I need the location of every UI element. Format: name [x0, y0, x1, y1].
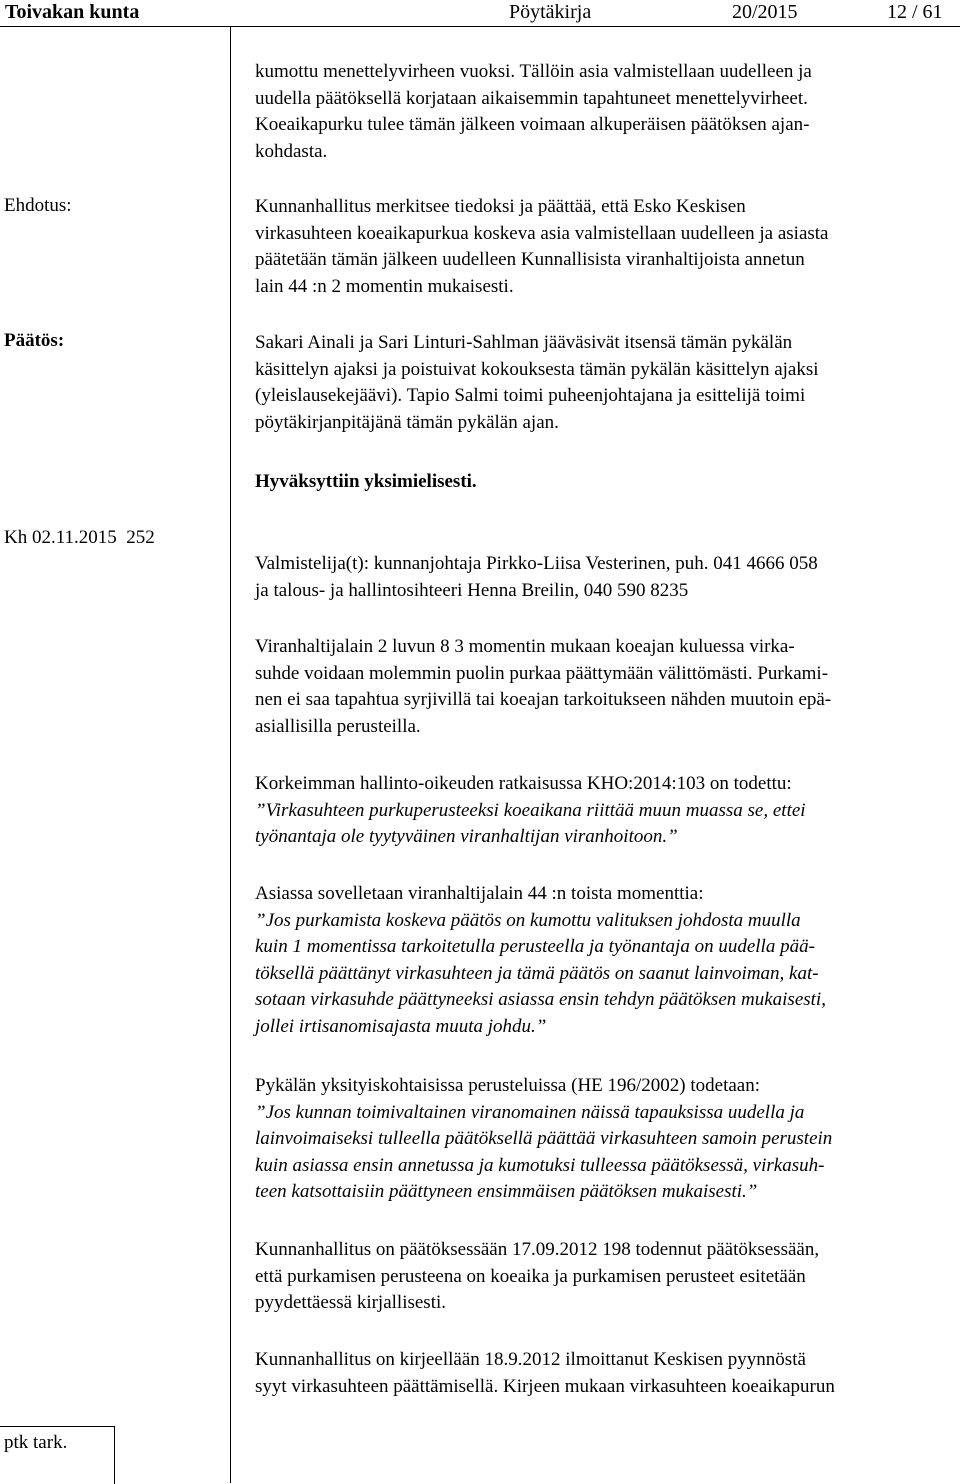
- text-line: (yleislausekejäävi). Tapio Salmi toimi puheenjohtajana ja esittelijä toimi: [255, 385, 806, 407]
- paragraph-sovelletaan: [255, 881, 960, 1041]
- text-line: Kunnanhallitus merkitsee tiedoksi ja päättää, että Esko Keskisen: [255, 196, 746, 217]
- paragraph-viranhaltijalain: [255, 634, 960, 740]
- paragraph-he: [255, 1073, 960, 1206]
- text-line: Kunnanhallitus on päätöksessään 17.09.2012 198 todennut päätöksessään,: [255, 1239, 820, 1260]
- text-line: nen ei saa tapahtua syrjivillä tai koeajan tarkoitukseen nähden muutoin epä-: [255, 689, 832, 711]
- text-line: syyt virkasuhteen päättämisellä. Kirjeen mukaan virkasuhteen koeaikapurun: [255, 1375, 835, 1397]
- text-line: pöytäkirjanpitäjänä tämän pykälän ajan.: [255, 411, 559, 433]
- label-kh-reference: Kh 02.11.2015 252: [4, 527, 155, 548]
- decision-approved: Hyväksyttiin yksimielisesti.: [255, 471, 477, 492]
- document-type: Pöytäkirja: [509, 1, 592, 23]
- paragraph-paatos: [255, 330, 960, 436]
- quote-line: lainvoimaiseksi tulleella päätöksellä päättää virkasuhteen samoin perustein: [255, 1128, 833, 1150]
- label-paatos: Päätös:: [4, 330, 65, 351]
- quote-line: ”Virkasuhteen purkuperusteeksi koeaikana riittää muun muassa se, ettei: [255, 799, 806, 821]
- text-line: Pykälän yksityiskohtaisissa perusteluissa (HE 196/2002) todetaan:: [255, 1075, 761, 1096]
- page-header: [0, 0, 960, 27]
- paragraph-kh-1892012: [255, 1347, 960, 1400]
- quote-line: sotaan virkasuhde päättyneeksi asiassa ensin tehdyn päätöksen mukaisesti,: [255, 989, 826, 1011]
- text-line: päätetään tämän jälkeen uudelleen Kunnallisista viranhaltijoista annetun: [255, 249, 805, 271]
- quote-line: työnantaja ole tyytyväinen viranhaltijan viranhoitoon.”: [255, 826, 678, 848]
- text-line: suhde voidaan molemmin puolin purkaa päättymään välittömästi. Purkami-: [255, 662, 829, 684]
- text-line: Viranhaltijalain 2 luvun 8 3 momentin mukaan koeajan kuluessa virka-: [255, 636, 795, 657]
- text-line: Sakari Ainali ja Sari Linturi-Sahlman jääväsivät itsensä tämän pykälän: [255, 332, 793, 353]
- text-line: ja talous- ja hallintosihteeri Henna Breilin, 040 590 8235: [255, 579, 689, 601]
- quote-line: teen katsottaisiin päättyneen ensimmäisen päätöksen mukaisesti.”: [255, 1181, 758, 1203]
- paragraph-kh-17092012: [255, 1237, 960, 1317]
- quote-line: kuin asiassa ensin annetussa ja kumotuksi tulleessa päätöksessä, virkasuh-: [255, 1154, 825, 1176]
- text-line: uudella päätöksellä korjataan aikaisemmin tapahtuneet menettelyvirheet.: [255, 87, 808, 109]
- page-number: 12 / 61: [887, 1, 943, 23]
- text-line: käsittelyn ajaksi ja poistuivat kokouksesta tämän pykälän käsittelyn ajaksi: [255, 358, 819, 380]
- text-line: virkasuhteen koeaikapurkua koskeva asia valmistellaan uudelleen ja asiasta: [255, 222, 829, 244]
- column-divider: [230, 27, 231, 1483]
- paragraph-kho: [255, 771, 960, 851]
- text-line: Asiassa sovelletaan viranhaltijalain 44 :n toista momenttia:: [255, 883, 704, 904]
- municipality-name: Toivakan kunta: [5, 1, 140, 23]
- text-line: lain 44 :n 2 momentin mukaisesti.: [255, 275, 514, 297]
- quote-line: kuin 1 momentissa tarkoitetulla perusteella ja työnantaja on uudella pää-: [255, 936, 815, 958]
- quote-line: töksellä päättänyt virkasuhteen ja tämä päätös on saanut lainvoiman, kat-: [255, 962, 819, 984]
- text-line: Koeaikapurku tulee tämän jälkeen voimaan alkuperäisen päätöksen ajan-: [255, 114, 810, 136]
- paragraph-valmistelija: [255, 551, 960, 604]
- paragraph-intro: [255, 59, 960, 165]
- label-ehdotus: Ehdotus:: [4, 195, 72, 216]
- minutes-check-label: ptk tark.: [4, 1432, 68, 1453]
- text-line: asiallisilla perusteilla.: [255, 715, 421, 737]
- quote-line: ”Jos kunnan toimivaltainen viranomainen näissä tapauksissa uudella ja: [255, 1101, 805, 1123]
- text-line: kumottu menettelyvirheen vuoksi. Tällöin asia valmistellaan uudelleen ja: [255, 61, 812, 82]
- text-line: kohdasta.: [255, 140, 328, 162]
- text-line: Valmistelija(t): kunnanjohtaja Pirkko-Liisa Vesterinen, puh. 041 4666 058: [255, 553, 818, 574]
- paragraph-ehdotus: [255, 194, 960, 300]
- quote-line: jollei irtisanomisajasta muuta johdu.”: [255, 1015, 547, 1037]
- text-line: Kunnanhallitus on kirjeellään 18.9.2012 ilmoittanut Keskisen pyynnöstä: [255, 1349, 806, 1370]
- document-number: 20/2015: [732, 1, 798, 23]
- text-line: että purkamisen perusteena on koeaika ja purkamisen perusteet esitetään: [255, 1265, 806, 1287]
- text-line: Korkeimman hallinto-oikeuden ratkaisussa KHO:2014:103 on todettu:: [255, 773, 792, 794]
- quote-line: ”Jos purkamista koskeva päätös on kumottu valituksen johdosta muulla: [255, 909, 801, 931]
- text-line: pyydettäessä kirjallisesti.: [255, 1292, 447, 1314]
